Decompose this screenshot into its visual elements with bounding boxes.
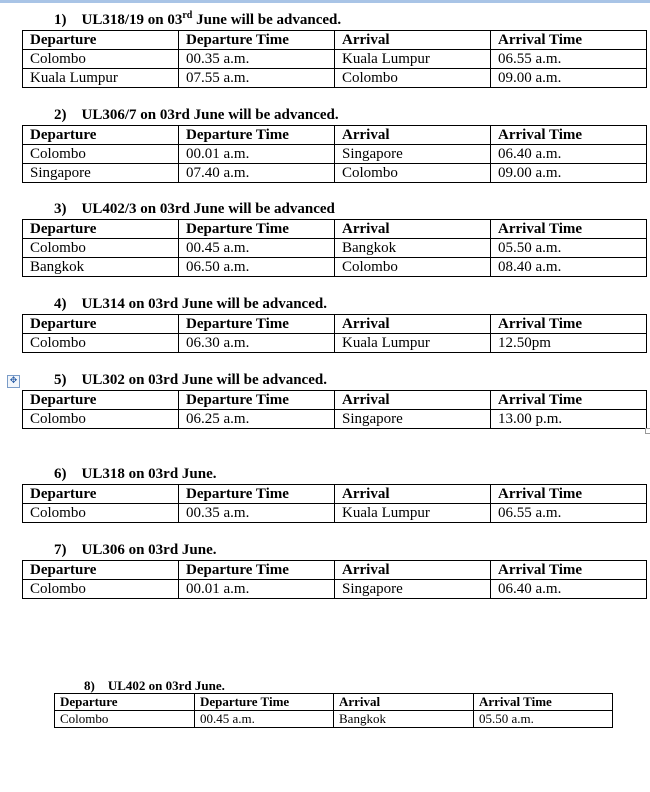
- header-cell: Arrival Time: [491, 315, 647, 334]
- heading-text: on 03rd June will be advanced.: [124, 372, 327, 388]
- header-cell: Departure: [55, 694, 195, 711]
- header-cell: Departure: [23, 391, 179, 410]
- header-cell: Arrival Time: [491, 220, 647, 239]
- section-heading: [54, 466, 217, 482]
- header-cell: Departure Time: [179, 561, 335, 580]
- table-cell: Singapore: [335, 410, 491, 429]
- table-cell: 09.00 a.m.: [491, 164, 647, 183]
- window-top-edge: [0, 0, 650, 3]
- heading-text: on 03rd June.: [145, 678, 225, 693]
- flight-table: [22, 484, 647, 523]
- table-cell: Colombo: [23, 334, 179, 353]
- table-cell: 13.00 p.m.: [491, 410, 647, 429]
- table-cell: Kuala Lumpur: [335, 334, 491, 353]
- table-cell: 08.40 a.m.: [491, 258, 647, 277]
- table-cell: 00.01 a.m.: [179, 145, 335, 164]
- table-row: [23, 50, 647, 69]
- table-header-row: [23, 315, 647, 334]
- header-cell: Arrival Time: [491, 391, 647, 410]
- heading-text: on 03rd June will be advanced.: [124, 296, 327, 312]
- section-heading: [54, 107, 339, 123]
- header-cell: Arrival Time: [491, 31, 647, 50]
- section-number: 3): [54, 201, 67, 217]
- table-cell: Colombo: [335, 69, 491, 88]
- table-header-row: [55, 694, 613, 711]
- table-row: [23, 258, 647, 277]
- table-header-row: [23, 485, 647, 504]
- table-header-row: [23, 220, 647, 239]
- section-heading: [54, 542, 217, 558]
- header-cell: Departure Time: [179, 126, 335, 145]
- table-cell: 00.35 a.m.: [179, 50, 335, 69]
- table-cell: Singapore: [335, 145, 491, 164]
- flight-code: UL306/7: [81, 107, 137, 123]
- table-cell: Bangkok: [23, 258, 179, 277]
- table-cell: Kuala Lumpur: [335, 50, 491, 69]
- section-number: 4): [54, 296, 67, 312]
- header-cell: Arrival: [335, 485, 491, 504]
- header-cell: Arrival: [335, 391, 491, 410]
- table-cell: Colombo: [23, 410, 179, 429]
- header-cell: Arrival Time: [491, 126, 647, 145]
- table-cell: Colombo: [23, 504, 179, 523]
- flight-code: UL402/3: [81, 201, 137, 217]
- section-number: 8): [84, 678, 95, 693]
- section-number: 2): [54, 107, 67, 123]
- header-cell: Arrival: [334, 694, 474, 711]
- flight-code: UL314: [81, 296, 125, 312]
- header-cell: Arrival: [335, 126, 491, 145]
- table-cell: 06.55 a.m.: [491, 504, 647, 523]
- header-cell: Arrival Time: [491, 561, 647, 580]
- flight-code: UL402: [107, 678, 146, 693]
- header-cell: Departure Time: [179, 315, 335, 334]
- table-cell: Colombo: [23, 50, 179, 69]
- table-row: [23, 164, 647, 183]
- flight-table: [22, 390, 647, 429]
- table-cell: Singapore: [23, 164, 179, 183]
- header-cell: Departure: [23, 561, 179, 580]
- table-header-row: [23, 561, 647, 580]
- table-cell: 06.50 a.m.: [179, 258, 335, 277]
- section-heading: [54, 12, 341, 28]
- table-row: [23, 239, 647, 258]
- table-move-handle-icon[interactable]: ✥: [7, 375, 20, 388]
- heading-text: on 03rd June will be advanced: [136, 201, 335, 217]
- table-cell: Colombo: [23, 239, 179, 258]
- table-cell: 00.45 a.m.: [179, 239, 335, 258]
- heading-text: June will be advanced.: [192, 12, 342, 28]
- header-cell: Departure Time: [179, 485, 335, 504]
- table-cell: 00.45 a.m.: [195, 711, 334, 728]
- flight-table: [54, 693, 613, 728]
- heading-text: on 03rd June.: [124, 542, 217, 558]
- flight-code: UL318: [81, 466, 125, 482]
- section-number: 6): [54, 466, 67, 482]
- table-cell: Bangkok: [334, 711, 474, 728]
- flight-code: UL318/19: [81, 12, 145, 28]
- table-cell: Colombo: [23, 145, 179, 164]
- table-row: [23, 580, 647, 599]
- table-cell: Kuala Lumpur: [23, 69, 179, 88]
- flight-table: [22, 314, 647, 353]
- table-cell: Colombo: [23, 580, 179, 599]
- heading-text: on 03rd June.: [124, 466, 217, 482]
- flight-table: [22, 30, 647, 88]
- header-cell: Arrival: [335, 315, 491, 334]
- table-cell: 06.25 a.m.: [179, 410, 335, 429]
- table-cell: Bangkok: [335, 239, 491, 258]
- table-cell: 09.00 a.m.: [491, 69, 647, 88]
- section-number: 1): [54, 12, 67, 28]
- table-cell: 06.40 a.m.: [491, 580, 647, 599]
- header-cell: Departure: [23, 220, 179, 239]
- table-header-row: [23, 126, 647, 145]
- table-cell: 06.55 a.m.: [491, 50, 647, 69]
- flight-table: [22, 560, 647, 599]
- table-cell: 06.40 a.m.: [491, 145, 647, 164]
- header-cell: Arrival: [335, 561, 491, 580]
- table-cell: 00.01 a.m.: [179, 580, 335, 599]
- table-cell: 07.40 a.m.: [179, 164, 335, 183]
- table-row: [23, 145, 647, 164]
- table-cell: Colombo: [335, 164, 491, 183]
- header-cell: Departure: [23, 315, 179, 334]
- table-cell: Singapore: [335, 580, 491, 599]
- table-cell: 06.30 a.m.: [179, 334, 335, 353]
- section-heading: [84, 678, 225, 694]
- table-resize-handle[interactable]: [645, 428, 650, 434]
- heading-text: on 03: [144, 12, 183, 28]
- header-cell: Departure: [23, 485, 179, 504]
- section-heading: [54, 296, 327, 312]
- table-cell: 12.50pm: [491, 334, 647, 353]
- header-cell: Departure: [23, 31, 179, 50]
- header-cell: Arrival Time: [491, 485, 647, 504]
- table-cell: Colombo: [55, 711, 195, 728]
- section-heading: [54, 372, 327, 388]
- table-cell: Kuala Lumpur: [335, 504, 491, 523]
- flight-table: [22, 219, 647, 277]
- flight-code: UL302: [81, 372, 125, 388]
- section-heading: [54, 201, 335, 217]
- ordinal-suffix: rd: [182, 10, 193, 21]
- header-cell: Departure Time: [179, 31, 335, 50]
- header-cell: Arrival: [335, 31, 491, 50]
- table-row: [23, 410, 647, 429]
- header-cell: Departure Time: [179, 391, 335, 410]
- table-header-row: [23, 31, 647, 50]
- table-cell: 05.50 a.m.: [474, 711, 613, 728]
- flight-code: UL306: [81, 542, 125, 558]
- table-cell: 05.50 a.m.: [491, 239, 647, 258]
- section-number: 7): [54, 542, 67, 558]
- header-cell: Departure Time: [179, 220, 335, 239]
- table-row: [23, 334, 647, 353]
- table-cell: Colombo: [335, 258, 491, 277]
- header-cell: Arrival: [335, 220, 491, 239]
- header-cell: Departure: [23, 126, 179, 145]
- table-row: [23, 504, 647, 523]
- header-cell: Arrival Time: [474, 694, 613, 711]
- table-cell: 00.35 a.m.: [179, 504, 335, 523]
- table-cell: 07.55 a.m.: [179, 69, 335, 88]
- table-row: [55, 711, 613, 728]
- table-row: [23, 69, 647, 88]
- header-cell: Departure Time: [195, 694, 334, 711]
- table-header-row: [23, 391, 647, 410]
- flight-table: [22, 125, 647, 183]
- section-number: 5): [54, 372, 67, 388]
- heading-text: on 03rd June will be advanced.: [136, 107, 339, 123]
